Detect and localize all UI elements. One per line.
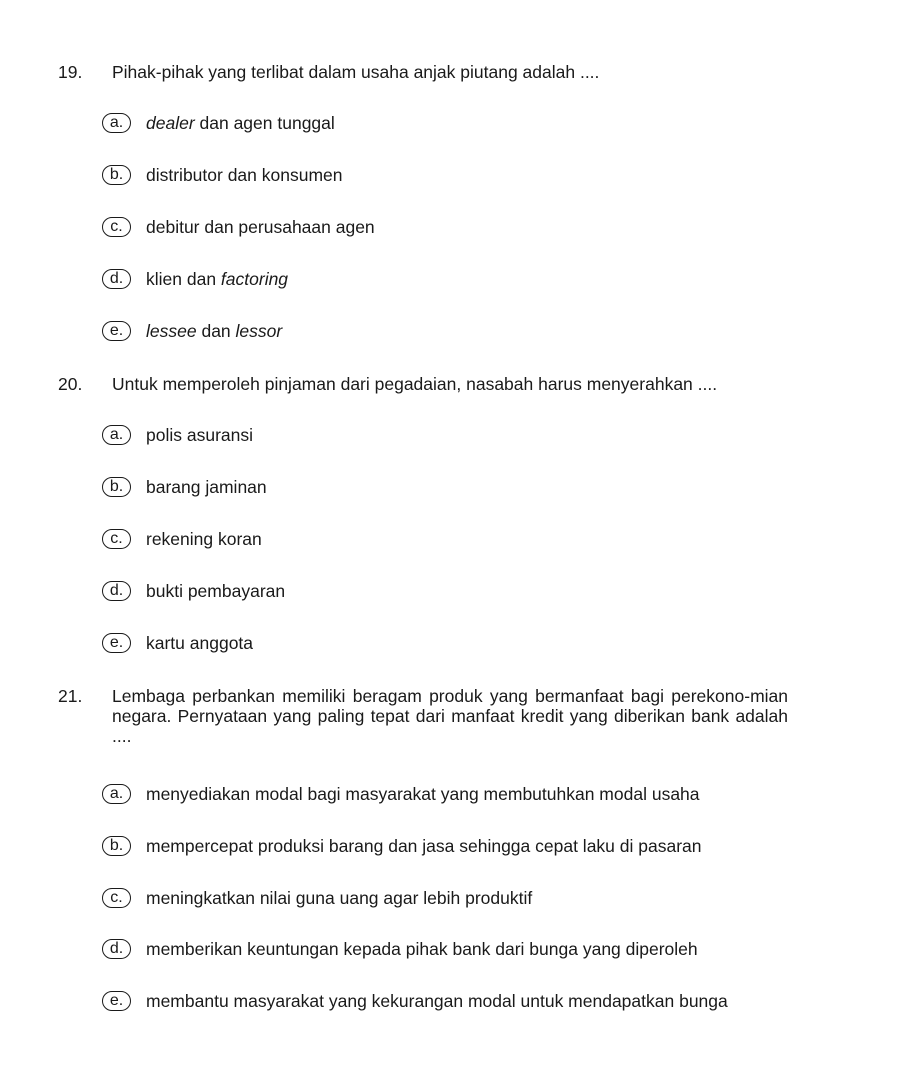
option-text: memberikan keuntungan kepada pihak bank dari bunga yang diperoleh	[146, 939, 698, 959]
question-number: 19.	[58, 62, 83, 82]
option-c[interactable]	[102, 526, 262, 552]
option-text: meningkatkan nilai guna uang agar lebih produktif	[146, 888, 533, 908]
option-d[interactable]	[102, 936, 698, 962]
option-letter: b.	[102, 836, 131, 856]
option-b[interactable]	[102, 833, 702, 859]
option-c[interactable]	[102, 885, 532, 911]
option-text	[146, 269, 288, 289]
question-19	[58, 62, 788, 341]
option-letter: a.	[102, 425, 131, 445]
option-letter: a.	[102, 784, 131, 804]
option-text: bukti pembayaran	[146, 581, 286, 601]
option-text: mempercepat produksi barang dan jasa sehingga cepat laku di pasaran	[146, 836, 702, 856]
option-text: membantu masyarakat yang kekurangan modal untuk mendapatkan bunga	[146, 991, 728, 1011]
option-text: rekening koran	[146, 529, 262, 549]
option-d[interactable]	[102, 266, 288, 292]
option-letter: e.	[102, 633, 131, 653]
option-e[interactable]	[102, 988, 728, 1014]
question-20	[58, 374, 788, 653]
option-letter: e.	[102, 321, 131, 341]
option-letter: b.	[102, 477, 131, 497]
option-letter: d.	[102, 581, 131, 601]
question-21	[58, 686, 788, 1011]
option-c[interactable]	[102, 214, 375, 240]
question-header	[58, 686, 788, 746]
option-e[interactable]	[102, 630, 253, 656]
option-text-plain: klien dan	[146, 269, 221, 289]
option-text: menyediakan modal bagi masyarakat yang membutuhkan modal usaha	[146, 784, 700, 804]
question-header	[58, 374, 788, 394]
question-header	[58, 62, 788, 82]
question-text: Lembaga perbankan memiliki beragam produk yang bermanfaat bagi perekono-mian negara. Pernyataan yang paling tepat dari manfaat kredit yang diberikan bank adalah ....	[112, 686, 788, 746]
option-text	[146, 321, 282, 341]
question-number: 21.	[58, 686, 83, 706]
option-letter: e.	[102, 991, 131, 1011]
option-letter: c.	[102, 888, 131, 908]
option-text-italic: dealer	[146, 113, 195, 133]
option-d[interactable]	[102, 578, 285, 604]
option-text: distributor dan konsumen	[146, 165, 343, 185]
option-text-italic: factoring	[220, 269, 289, 289]
option-e[interactable]	[102, 318, 282, 344]
option-text-italic: lessee	[146, 321, 197, 341]
option-text: debitur dan perusahaan agen	[146, 217, 375, 237]
question-number: 20.	[58, 374, 83, 394]
option-text: polis asuransi	[146, 425, 253, 445]
question-text: Untuk memperoleh pinjaman dari pegadaian, nasabah harus menyerahkan ....	[112, 374, 718, 394]
option-text-italic: lessor	[235, 321, 283, 341]
option-letter: a.	[102, 113, 131, 133]
option-a[interactable]	[102, 110, 335, 136]
option-text: kartu anggota	[146, 633, 254, 653]
option-a[interactable]	[102, 422, 253, 448]
option-letter: c.	[102, 217, 131, 237]
option-b[interactable]	[102, 162, 343, 188]
option-a[interactable]	[102, 781, 700, 807]
option-letter: d.	[102, 269, 131, 289]
option-letter: c.	[102, 529, 131, 549]
question-text: Pihak-pihak yang terlibat dalam usaha anjak piutang adalah ....	[112, 62, 600, 82]
option-text-plain: dan	[196, 321, 236, 341]
option-text-plain: dan agen tunggal	[194, 113, 335, 133]
option-b[interactable]	[102, 474, 267, 500]
option-text	[146, 113, 335, 133]
option-text: barang jaminan	[146, 477, 267, 497]
option-letter: d.	[102, 939, 131, 959]
option-letter: b.	[102, 165, 131, 185]
